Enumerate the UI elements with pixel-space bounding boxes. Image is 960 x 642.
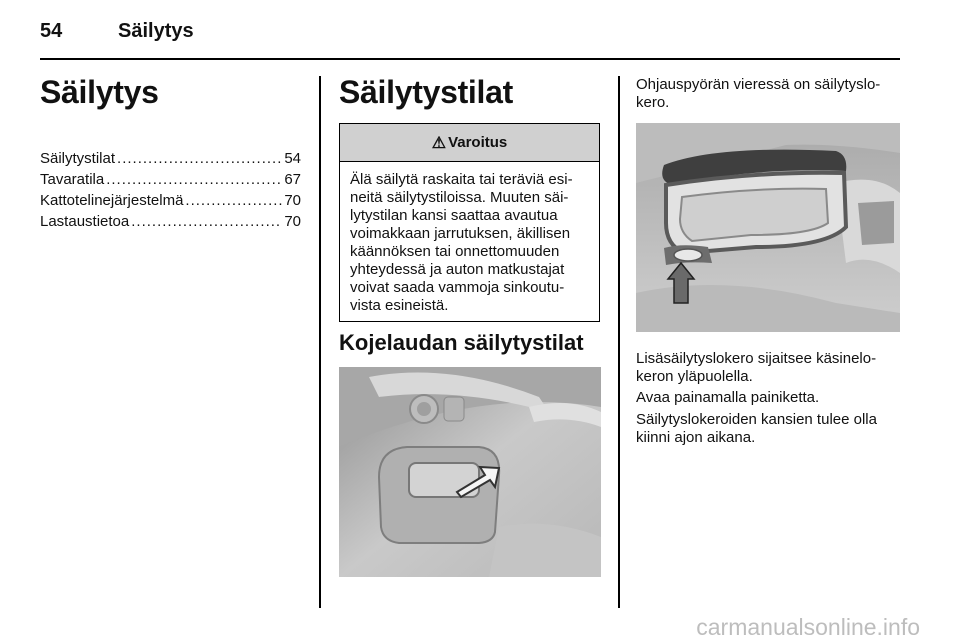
chapter-title: Säilytys — [40, 74, 159, 110]
paragraph-open-instruction — [636, 389, 904, 407]
paragraph-line: Lisäsäilytyslokero sijaitsee käsinelo- — [636, 350, 877, 367]
column-divider-2 — [618, 76, 620, 608]
paragraph-additional-compartment — [636, 350, 904, 386]
toc-entry-page: 70 — [284, 213, 301, 230]
warning-header — [340, 124, 599, 162]
table-of-contents — [40, 150, 301, 234]
paragraph-line: kero. — [636, 94, 670, 111]
paragraph-line: Avaa painamalla painiketta. — [636, 389, 820, 406]
paragraph-closing-note — [636, 411, 904, 447]
watermark: carmanualsonline.info — [696, 614, 920, 640]
column-divider-1 — [319, 76, 321, 608]
paragraph-line: Ohjauspyörän vieressä on säilytyslo- — [636, 76, 881, 93]
warning-box — [339, 123, 600, 322]
warning-line: neitä säilytystiloissa. Muuten säi- — [350, 189, 569, 206]
toc-dot-leader — [117, 150, 282, 167]
warning-line: yhteydessä ja auton matkustajat — [350, 261, 565, 278]
subsection-title: Kojelaudan säilytystilat — [339, 330, 584, 355]
toc-entry-label: Säilytystilat — [40, 150, 116, 167]
warning-line: käännöksen tai onnettomuuden — [350, 243, 560, 260]
warning-line: voimakkaan jarrutuksen, äkillisen — [350, 225, 571, 242]
warning-text — [340, 162, 599, 315]
toc-entry[interactable] — [40, 213, 301, 234]
warning-line: voivat saada vammoja sinkoutu- — [350, 279, 565, 296]
running-header-title: Säilytys — [118, 20, 194, 42]
toc-entry-page: 70 — [284, 192, 301, 209]
warning-line: vista esineistä. — [350, 297, 449, 314]
toc-entry[interactable] — [40, 171, 301, 192]
toc-entry[interactable] — [40, 150, 301, 171]
toc-dot-leader — [106, 171, 282, 188]
toc-entry-label: Tavaratila — [40, 171, 105, 188]
warning-title: Varoitus — [448, 134, 508, 151]
dashboard-storage-illustration — [339, 367, 601, 577]
toc-dot-leader — [185, 192, 282, 209]
toc-entry-page: 67 — [284, 171, 301, 188]
toc-entry-label: Kattotelinejärjestelmä — [40, 192, 184, 209]
paragraph-intro — [636, 76, 904, 112]
paragraph-line: keron yläpuolella. — [636, 368, 753, 385]
page-number: 54 — [40, 20, 63, 42]
header-rule — [40, 58, 900, 60]
toc-entry-label: Lastaustietoa — [40, 213, 130, 230]
paragraph-line: kiinni ajon aikana. — [636, 429, 756, 446]
toc-dot-leader — [131, 213, 282, 230]
paragraph-line: Säilytyslokeroiden kansien tulee olla — [636, 411, 877, 428]
section-title: Säilytystilat — [339, 74, 513, 110]
warning-line: lytystilan kansi saattaa avautua — [350, 207, 558, 224]
storage-compartment-illustration — [636, 123, 900, 332]
toc-entry-page: 54 — [284, 150, 301, 167]
warning-triangle-icon: ⚠ — [431, 134, 447, 152]
toc-entry[interactable] — [40, 192, 301, 213]
warning-line: Älä säilytä raskaita tai teräviä esi- — [350, 171, 573, 188]
